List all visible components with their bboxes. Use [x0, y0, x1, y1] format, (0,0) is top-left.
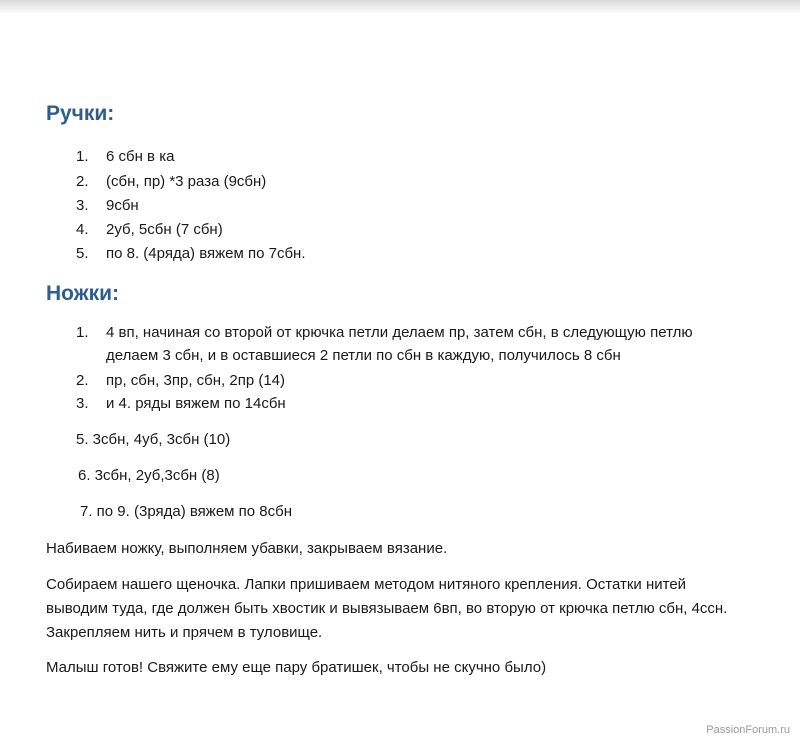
list-item: 7. по 9. (3ряда) вяжем по 8сбн — [80, 503, 293, 520]
paragraph-line: выводим туда, где должен быть хвостик и вывязываем 6вп, во вторую от крючка петлю сбн, 4ссн. — [46, 600, 728, 617]
list-item: 6 сбн в ка — [106, 148, 175, 165]
paragraph-line: Собираем нашего щеночка. Лапки пришиваем методом нитяного крепления. Остатки нитей — [46, 576, 687, 593]
list-item-number: 3. — [76, 197, 89, 214]
list-item-number: 1. — [76, 324, 89, 341]
site-watermark: PassionForum.ru — [706, 724, 790, 736]
legs-heading: Ножки: — [46, 282, 120, 305]
list-item: (сбн, пр) *3 раза (9сбн) — [106, 173, 267, 190]
list-item-number: 1. — [76, 148, 89, 165]
list-item-number: 2. — [76, 372, 89, 389]
list-item-number: 4. — [76, 221, 89, 238]
list-item: 4 вп, начиная со второй от крючка петли делаем пр, затем сбн, в следующую петлю — [106, 324, 693, 341]
list-item: 6. 3сбн, 2уб,3сбн (8) — [78, 467, 220, 484]
list-item: 5. 3сбн, 4уб, 3сбн (10) — [76, 431, 231, 448]
list-item: по 8. (4ряда) вяжем по 7сбн. — [106, 245, 306, 262]
stuffing-paragraph: Набиваем ножку, выполняем убавки, закрываем вязание. — [46, 540, 448, 557]
finale-paragraph: Малыш готов! Свяжите ему еще пару братишек, чтобы не скучно было) — [46, 659, 547, 676]
list-item-number: 5. — [76, 245, 89, 262]
paragraph-line: Закрепляем нить и прячем в туловище. — [46, 624, 323, 641]
list-item: и 4. ряды вяжем по 14сбн — [106, 395, 286, 412]
list-item: 2уб, 5сбн (7 сбн) — [106, 221, 223, 238]
list-item-number: 2. — [76, 173, 89, 190]
arms-heading: Ручки: — [46, 102, 115, 125]
list-item: 9сбн — [106, 197, 139, 214]
list-item-number: 3. — [76, 395, 89, 412]
top-edge-strip — [0, 0, 800, 14]
list-item: пр, сбн, 3пр, сбн, 2пр (14) — [106, 372, 286, 389]
list-item-continuation: делаем 3 сбн, и в оставшиеся 2 петли по сбн в каждую, получилось 8 сбн — [106, 347, 621, 364]
